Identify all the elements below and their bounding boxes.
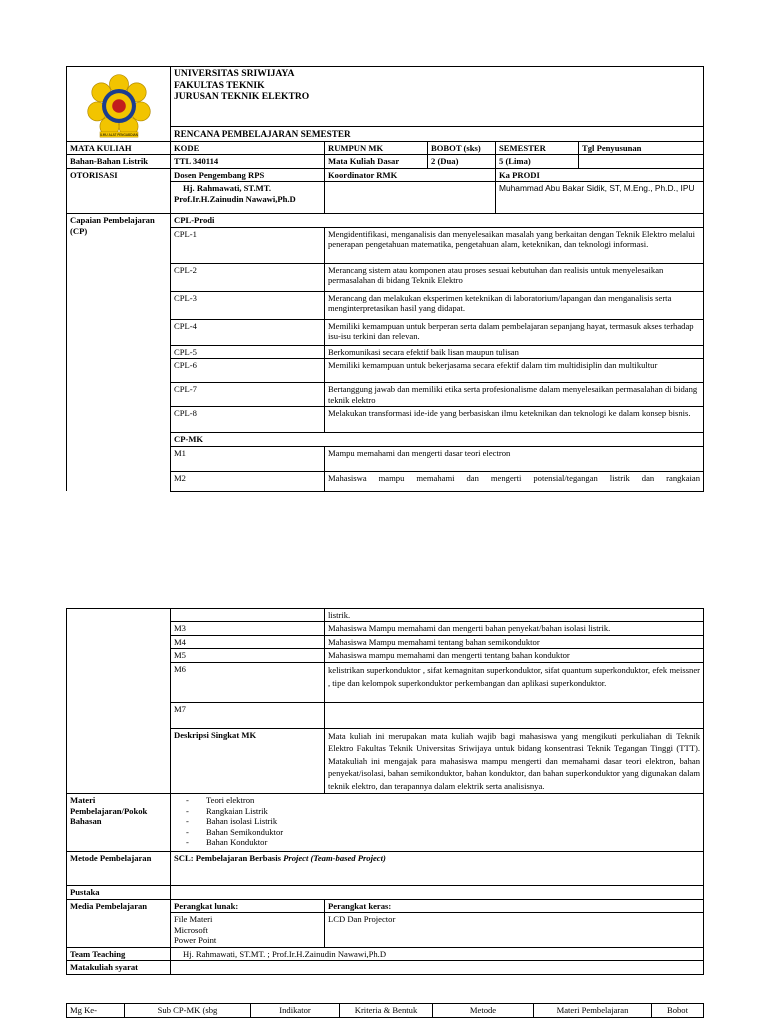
label-semester: SEMESTER — [496, 142, 579, 155]
course-tgl — [579, 155, 704, 168]
cpl-text: Merancang sistem atau komponen atau proses sesuai kebutuhan dan realisis untuk menyelesaikan permasalahan di bidang Teknik Elektro — [325, 263, 704, 291]
course-code: TTL 340114 — [171, 155, 325, 168]
cpmk-text: kelistrikan superkonduktor , sifat kemagnitan superkonduktor, sifat quantum superkonduktor, efek meissner , tipe dan kelompok superkonduktor perkembangan dan aplikasi superkonduktor. — [325, 662, 704, 702]
dosen-name-1: Hj. Rahmawati, ST.MT. — [183, 183, 272, 194]
cpmk-code: M6 — [171, 662, 325, 702]
list-item: Microsoft — [174, 924, 208, 935]
cpmk-text: Mahasiswa mampu memahami dan mengerti tentang bahan konduktor — [325, 649, 704, 662]
materi-list-cell — [171, 794, 704, 852]
doc-title: RENCANA PEMBELAJARAN SEMESTER — [171, 126, 704, 141]
list-item: - Bahan isolasi Listrik — [186, 816, 700, 826]
deskripsi-text: Mata kuliah ini merupakan mata kuliah wajib bagi mahasiswa yang mengikuti perkuliahan di Teknik Elektro Fakultas Teknik Universitas Sriwijaya untuk bidang konsentrasi Teknik Tegangan Tinggi (TTT). Matakuliah ini mengajak para mahasiswa mampu mengerti dan memahami dasar teori elektron, bahan penyekat/isolasi, bahan semikonduktor, bahan konduktor, dan bahan superkonduktor yang digunakan dalam teknik elektro, dan terapannya dalam elektrik serta analisisnya. — [325, 728, 704, 793]
col-header: Mg Ke- — [67, 1004, 125, 1018]
label-kode: KODE — [171, 142, 325, 155]
university-name: UNIVERSITAS SRIWIJAYA — [174, 68, 295, 79]
cpmk-code: M5 — [171, 649, 325, 662]
cpmk-label: CP-MK — [171, 433, 704, 446]
dosen-name-2: Prof.Ir.H.Zainudin Nawawi,Ph.D — [174, 193, 296, 204]
materi-list — [174, 795, 700, 847]
kaprodi-name: Muhammad Abu Bakar Sidik, ST, M.Eng., Ph.D., IPU — [496, 182, 704, 214]
cpl-text: Merancang dan melakukan eksperimen keteknikan di laboratorium/lapangan dan menganalisis serta menginterpretasikan hasil yang didapat. — [325, 291, 704, 319]
col-header: Metode — [433, 1004, 534, 1018]
koordinator-label: Koordinator RMK — [325, 168, 496, 181]
cpl-code: CPL-6 — [171, 359, 325, 383]
col-header: Indikator — [251, 1004, 340, 1018]
cpl-code: CPL-4 — [171, 319, 325, 345]
label-mata-kuliah: MATA KULIAH — [67, 142, 171, 155]
team-text: Hj. Rahmawati, ST.MT. ; Prof.Ir.H.Zainudin Nawawi,Ph.D — [171, 947, 704, 960]
course-semester: 5 (Lima) — [496, 155, 579, 168]
kaprodi-label: Ka PRODI — [496, 168, 704, 181]
metode-label: Metode Pembelajaran — [67, 852, 171, 886]
syarat-value — [171, 961, 704, 974]
cpl-code: CPL-7 — [171, 383, 325, 407]
cpl-text: Mengidentifikasi, menganalisis dan menyelesaikan masalah yang berkaitan dengan Teknik Elektro melalui penerapan pengetahuan matematika, pengetahuan alam, keteknikan, dan teknologi informasi. — [325, 227, 704, 263]
cpmk-code: M3 — [171, 622, 325, 635]
course-rumpun: Mata Kuliah Dasar — [325, 155, 428, 168]
pustaka-label: Pustaka — [67, 886, 171, 899]
cpl-code: CPL-5 — [171, 345, 325, 358]
cpl-prodi-label: CPL-Prodi — [171, 214, 704, 227]
cpmk-code: M4 — [171, 635, 325, 648]
list-item: - Bahan Konduktor — [186, 837, 700, 847]
cpmk-code: M1 — [171, 446, 325, 471]
cpl-text: Memiliki kemampuan untuk bekerjasama secara efektif dalam tim multidisiplin dan multikultur — [325, 359, 704, 383]
lunak-label: Perangkat lunak: — [171, 899, 325, 912]
cpmk-code: M7 — [171, 702, 325, 728]
metode-text-a: SCL: Pembelajaran Berbasis — [174, 853, 284, 864]
lunak-list — [171, 913, 325, 947]
dosen-names — [171, 182, 325, 214]
cpl-code: CPL-3 — [171, 291, 325, 319]
deskripsi-label: Deskripsi Singkat MK — [171, 728, 325, 793]
university-logo — [85, 72, 153, 140]
syarat-label: Matakuliah syarat — [67, 961, 171, 974]
cpmk-text: Mahasiswa Mampu memahami dan mengerti bahan penyekat/bahan isolasi listrik. — [325, 622, 704, 635]
list-item: - Bahan Semikonduktor — [186, 827, 700, 837]
list-item: - Teori elektron — [186, 795, 700, 805]
cpmk-code — [171, 609, 325, 622]
keras-value: LCD Dan Projector — [325, 913, 704, 947]
rps-schedule-header — [66, 1003, 704, 1018]
institution-header — [171, 67, 704, 127]
col-header: Bobot — [652, 1004, 704, 1018]
cpl-text: Bertanggung jawab dan memiliki etika serta profesionalisme dalam menyelesaikan permasalahan di bidang teknik elektro — [325, 383, 704, 407]
course-name: Bahan-Bahan Listrik — [67, 155, 171, 168]
cpmk-text: Mampu memahami dan mengerti dasar teori electron — [325, 446, 704, 471]
label-rumpun: RUMPUN MK — [325, 142, 428, 155]
cpmk-text: Mahasiswa mampu memahami dan mengerti potensial/tegangan listrik dan rangkaian — [325, 471, 704, 491]
col-header: Materi Pembelajaran — [534, 1004, 652, 1018]
cpl-text: Memiliki kemampuan untuk berperan serta dalam pembelajaran sepanjang hayat, termasuk akses terhadap isu-isu terkini dan relevan. — [325, 319, 704, 345]
label-bobot: BOBOT (sks) — [428, 142, 496, 155]
list-item: - Rangkaian Listrik — [186, 806, 700, 816]
col-header: Sub CP-MK (sbg — [125, 1004, 251, 1018]
cpl-code: CPL-1 — [171, 227, 325, 263]
materi-label: Materi Pembelajaran/Pokok Bahasan — [67, 794, 171, 852]
svg-text:ILMU ALAT PENGABDIAN: ILMU ALAT PENGABDIAN — [99, 132, 138, 137]
media-label: Media Pembelajaran — [67, 899, 171, 947]
metode-text — [171, 852, 704, 886]
cpmk-code: M2 — [171, 471, 325, 491]
rps-table-page1 — [66, 66, 704, 492]
list-item: Power Point — [174, 935, 217, 946]
cpmk-text: listrik. — [325, 609, 704, 622]
cp-label-cont — [67, 609, 171, 794]
list-item: File Materi — [174, 914, 213, 925]
metode-text-b: Project (Team-based Project) — [283, 853, 386, 864]
cpmk-text — [325, 702, 704, 728]
col-header: Kriteria & Bentuk — [340, 1004, 433, 1018]
dosen-label: Dosen Pengembang RPS — [171, 168, 325, 181]
otorisasi-label: OTORISASI — [67, 168, 171, 213]
team-label: Team Teaching — [67, 947, 171, 960]
rps-table-page2 — [66, 608, 704, 975]
course-bobot: 2 (Dua) — [428, 155, 496, 168]
keras-label: Perangkat keras: — [325, 899, 704, 912]
cp-label: Capaian Pembelajaran (CP) — [67, 214, 171, 491]
logo-cell — [67, 67, 171, 142]
cpl-text: Melakukan transformasi ide-ide yang berbasiskan ilmu keteknikan dan teknologi ke dalam konsep bisnis. — [325, 407, 704, 433]
cpl-code: CPL-2 — [171, 263, 325, 291]
label-tgl: Tgl Penyusunan — [579, 142, 704, 155]
koordinator-name — [325, 182, 496, 214]
pustaka-value — [171, 886, 704, 899]
cpl-code: CPL-8 — [171, 407, 325, 433]
department-name: JURUSAN TEKNIK ELEKTRO — [174, 91, 310, 102]
cpl-text: Berkomunikasi secara efektif baik lisan maupun tulisan — [325, 345, 704, 358]
faculty-name: FAKULTAS TEKNIK — [174, 79, 265, 91]
cpmk-text: Mahasiswa Mampu memahami tentang bahan semikonduktor — [325, 635, 704, 648]
